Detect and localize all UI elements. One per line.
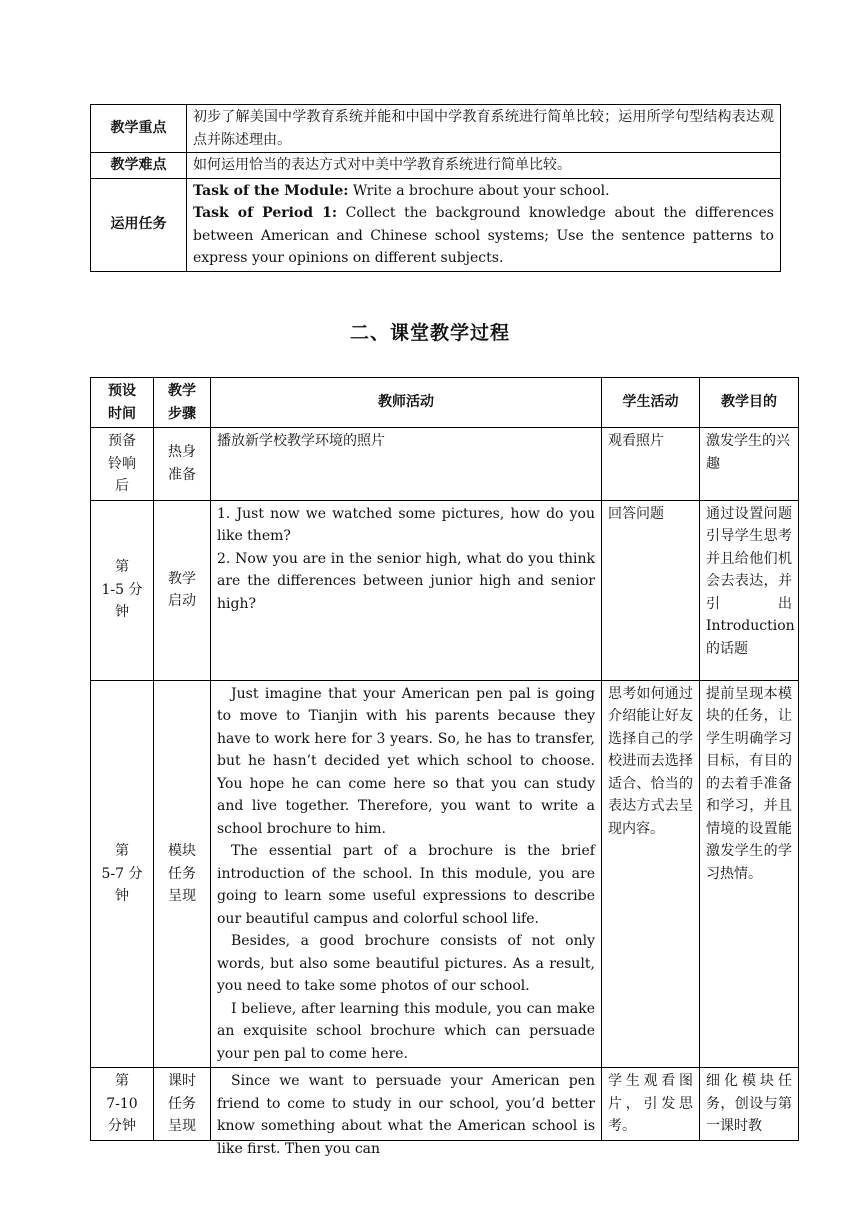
table-row (91, 680, 799, 1068)
teacher-text: 2. Now you are in the senior high, what do you think are the differences between junior high and senior high? (217, 550, 595, 612)
step-cell: 模块 任务 呈现 (154, 680, 211, 1068)
summary-table (90, 104, 781, 272)
time-cell: 第 5-7 分 钟 (91, 680, 154, 1068)
purpose-cell: 提前呈现本模块的任务，让学生明确学习目标，有目的的去着手准备和学习，并且情境的设置能激发学生的学习热情。 (700, 680, 799, 1068)
key-points-text: 初步了解美国中学教育系统并能和中国中学教育系统进行简单比较；运用所学句型结构表达观点并陈述理由。 (187, 105, 781, 153)
step-cell: 课时 任务 呈现 (154, 1068, 211, 1141)
step-cell: 热身 准备 (154, 428, 211, 501)
student-cell: 回答问题 (602, 500, 700, 680)
row-label-key-points: 教学重点 (91, 105, 187, 153)
row-label-difficulties: 教学难点 (91, 153, 187, 179)
student-cell: 思考如何通过介绍能让好友选择自己的学校进而去选择适合、恰当的表达方式去呈现内容。 (602, 680, 700, 1068)
header-purpose: 教学目的 (700, 378, 799, 428)
row-label-tasks: 运用任务 (91, 178, 187, 271)
header-row (91, 378, 799, 428)
purpose-cell: 通过设置问题引导学生思考并且给他们机会去表达，并引出Introduction的话题 (700, 500, 799, 680)
step-cell: 教学 启动 (154, 500, 211, 680)
time-cell: 第 1-5 分 钟 (91, 500, 154, 680)
student-cell: 学生观看图片，引发思考。 (602, 1068, 700, 1141)
teacher-text: 1. Just now we watched some pictures, how do you like them? (217, 505, 595, 544)
purpose-cell: 细化模块任务，创设与第一课时教 (700, 1068, 799, 1141)
tasks-cell (187, 178, 781, 271)
module-task (193, 180, 774, 203)
student-cell: 观看照片 (602, 428, 700, 501)
process-table (90, 377, 799, 1157)
teacher-text: 播放新学校教学环境的照片 (217, 433, 385, 449)
purpose-cell: 激发学生的兴趣 (700, 428, 799, 501)
table-row (91, 178, 781, 271)
teacher-cell (211, 428, 602, 501)
time-cell: 第 7-10 分钟 (91, 1068, 154, 1141)
teacher-paragraph: Besides, a good brochure consists of not only words, but also some beautiful pictures. As a result, you need to take some photos of our school. (217, 933, 595, 994)
teacher-paragraph: I believe, after learning this module, you can make an exquisite school brochure which can persuade your pen pal to come here. (217, 1000, 595, 1062)
table-row (91, 428, 799, 501)
module-task-label: Task of the Module: (193, 182, 349, 199)
section-title: 二、课堂教学过程 (349, 322, 510, 344)
module-task-text: Write a brochure about your school. (348, 182, 610, 199)
table-row (91, 153, 781, 179)
time-cell: 预备 铃响 后 (91, 428, 154, 501)
period-task-text: Collect the background knowledge about the differences between American and Chinese school systems; Use the sentence patterns to express your opinions on different subjects. (193, 205, 774, 266)
teacher-cell (211, 500, 602, 680)
header-student: 学生活动 (602, 378, 700, 428)
teacher-paragraph: The essential part of a brochure is the brief introduction of the school. In this module, you are going to learn some useful expressions to describe our beautiful campus and colorful school life. (217, 843, 595, 927)
header-teacher: 教师活动 (211, 378, 602, 428)
teacher-paragraph: Since we want to persuade your American pen friend to come to study in our school, you’d better know something about what the American school is like first. Then you can (217, 1073, 595, 1157)
period-task-label: Task of Period 1: (193, 205, 338, 221)
header-time: 预设 时间 (91, 378, 154, 428)
difficulties-text: 如何运用恰当的表达方式对中美中学教育系统进行简单比较。 (187, 153, 781, 179)
table-row (91, 1068, 799, 1141)
period-task (193, 202, 774, 270)
header-step: 教学 步骤 (154, 378, 211, 428)
table-row (91, 105, 781, 153)
teacher-paragraph: Just imagine that your American pen pal is going to move to Tianjin with his parents because they have to work here for 3 years. So, he has to transfer, but he hasn’t decided yet which school to choose. You hope he can come here so that you can study and live together. Therefore, you want to write a school brochure to him. (217, 685, 595, 837)
table-row (91, 500, 799, 680)
teacher-cell (211, 680, 602, 1068)
teacher-cell (211, 1068, 602, 1157)
